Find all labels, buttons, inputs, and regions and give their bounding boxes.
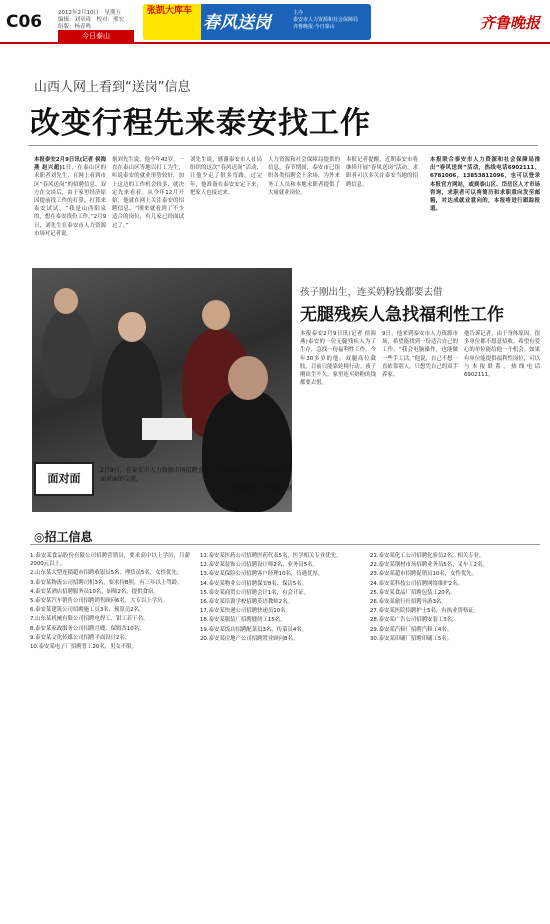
banner-sponsors	[293, 10, 369, 31]
banner-sub-2: 泰安市人力资源和社会保障局	[293, 17, 359, 23]
article-column-4	[268, 156, 340, 262]
article-body-2: 据刘先生说，他今年42岁，一直在泰山区等地以打工为生，听说泰安的就业形势较好，加上这边的工作机会较多，就决定先来看看。从今年12月开始，他就在网上关注泰安的招聘信息。“刚来就看到了不少适合的岗位，有几家已经面试过了。”	[112, 157, 184, 229]
job-listing: 8.泰安某家政服务公司招聘月嫂、保姆各10名。	[30, 625, 145, 632]
photo-caption	[100, 466, 292, 493]
job-listing: 2.山东某大型连锁超市招聘收银员5名、理货员5名，女性优先。	[30, 570, 183, 577]
jobs-column-1	[30, 552, 190, 912]
divider	[28, 145, 538, 146]
job-listing: 9.泰安某文化传媒公司招聘平面设计2名。	[30, 634, 131, 641]
divider	[30, 544, 540, 545]
job-listing: 11.泰安某医药公司招聘医药代表5名，医学相关专业优先。	[200, 553, 342, 559]
sub-article-column-1	[300, 330, 376, 515]
photo-figure	[202, 388, 292, 512]
sub-article-body-2: 9日，他来到泰安市人力资源市场，希望能找到一份适合自己的工作。“我会电脑操作，也能做一些手工活。”他说，自己不想一直依靠别人，只想凭自己的双手养家。	[382, 331, 458, 379]
header-meta	[58, 10, 124, 31]
job-listing: 27.泰安某医院招聘护士5名，有执业资格证。	[370, 608, 480, 615]
article-lead: 本报泰安2月9日讯(记者 侯海燕 赵兴超)	[34, 157, 106, 172]
job-listing: 28.泰安某广告公司招聘安装工3名。	[370, 617, 458, 624]
job-listing: 6.泰安某建筑公司招聘施工员3名、预算员2名。	[30, 607, 145, 614]
job-listing: 15.泰安某商贸公司招聘会计1名，有会计证。	[200, 589, 310, 596]
article-body-4: 人力资源和社会保障局提供的信息，春节期间，泰安市已组织各类招聘会十余场，为外来务工人员和本地求职者提供了大量就业岗位。	[268, 157, 340, 196]
article-body-3: 刘先生说，感谢泰安市人社局组织的这次“春风送岗”活动，让他少走了很多弯路。过完年，他准备在泰安安定下来，把家人也接过来。	[190, 157, 262, 196]
job-listing: 4.泰安某酒店招聘服务员10名，厨师2名，提供食宿。	[30, 588, 159, 595]
date-line: 2012年2月10日 星期五	[58, 10, 121, 16]
job-listing: 18.泰安某服装厂招聘缝纫工15名。	[200, 617, 286, 624]
job-listing: 16.泰安某培训学校招聘英语教师2名。	[200, 599, 293, 606]
article-column-1	[34, 156, 106, 262]
banner-title: 春风送岗	[203, 13, 271, 33]
job-listing: 21.泰安某化工公司招聘化验员2名，相关专业。	[370, 553, 485, 559]
article-body-5: 本报记者提醒，近期泰安市将继续开展“春风送岗”活动，求职者可以多关注泰安当地的招聘信息。	[346, 157, 418, 188]
job-listing: 23.泰安某超市招聘促销员10名，女性优先。	[370, 571, 478, 578]
sub-article-body-1: 本报泰安2月9日讯(记者 侯海燕)泰安的一位无腿残疾人为了生存，急找一份福利性工作。今年30多岁的他，双腿高位截肢，目前只能靠轮椅行动。孩子刚出生不久，家里连买奶粉的钱都要去借。	[300, 331, 376, 387]
article-body-1: 1日，在泰山区的求职者刘先生，在网上看到市区“春风送岗”的招聘信息，双方在交谈后，由于家里经济原因提前找工作的打算，打算来泰安试试。“我是山西阳泉的，想在泰安找份工作，”2月9日，刘先生在泰安市人力资源市场对记者说。	[34, 165, 106, 237]
page-header	[0, 0, 550, 44]
banner-sub-1: 主办	[293, 10, 304, 16]
job-listing: 26.泰安某旅行社招聘导游3名。	[370, 599, 447, 606]
section-tab: 今日泰山	[58, 30, 134, 42]
photo-figure	[102, 338, 162, 458]
designer-line: 组版：杨春鸣	[58, 24, 92, 30]
article-column-6	[430, 156, 540, 262]
banner-sub-3: 齐鲁晚报·今日泰山	[293, 24, 335, 30]
sub-article-column-3	[464, 330, 540, 515]
photo-credit: 本报记者 赵兴超 摄	[231, 485, 292, 492]
job-listing: 29.泰安某汽修厂招聘汽修工4名。	[370, 626, 453, 633]
job-listing: 5.泰安某汽车销售公司招聘销售顾问6名，大专以上学历。	[30, 598, 168, 605]
photo-caption-text: 2月9日，在泰安市人力资源市场招聘会上，不少求职者和用人单位进行面对面的交流。	[100, 467, 288, 483]
job-listing: 20.泰安某房地产公司招聘置业顾问8名。	[200, 635, 299, 642]
article-kicker: 山西人网上看到“送岗”信息	[34, 80, 191, 95]
photo-figure	[202, 300, 230, 330]
job-listing: 12.泰安某装饰公司招聘设计师2名、业务员5名。	[200, 562, 318, 569]
job-listing: 19.泰安某饭店招聘配菜员3名、传菜员4名。	[200, 626, 308, 633]
banner-brand: 张凯大库车	[147, 6, 193, 16]
photo-paper	[142, 418, 192, 440]
job-listing: 22.泰安某钢材市场招聘业务员5名、叉车工2名。	[370, 562, 488, 569]
article-column-5	[346, 156, 418, 262]
article-body-6: 本报联合泰安市人力资源和社会保障局推出“春风送岗”活动，热线电话6902111、6781006，13853811096，也可以登录本报官方网站，或到泰山区、岱岳区人才市场咨询，求职者可以将简历和求职意向发至邮箱，对达成就业意向的，本报将进行跟踪报道。	[430, 157, 540, 213]
promo-banner	[143, 4, 371, 40]
job-listing: 3.泰安某物流公司招聘司机3名，要求持B照，有三年以上驾龄。	[30, 579, 183, 586]
article-column-3	[190, 156, 262, 262]
job-listing: 25.泰安某食品厂招聘包装工20名。	[370, 589, 456, 596]
article-column-2	[112, 156, 184, 262]
jobs-column-2	[200, 552, 360, 912]
photo-figure	[118, 312, 146, 342]
job-listing: 1.泰安某食品股份有限公司招聘营销员，要求高中以上学历，月薪2000元以上。	[30, 553, 190, 568]
article-headline: 改变行程先来泰安找工作	[30, 106, 371, 141]
sub-article-body-3: 他告诉记者，由于身体原因，很多单位都不愿意招收。希望有爱心的单位能给他一个机会。如果有单位能提供福利性岗位，可以与本报联系，热线电话6902111。	[464, 331, 540, 379]
job-listing: 13.泰安某保险公司招聘客户经理10名，待遇优厚。	[200, 571, 324, 578]
banner-brand-panel	[143, 4, 201, 40]
photo-label: 面对面	[34, 462, 94, 496]
sub-article-headline: 无腿残疾人急找福利性工作	[300, 305, 504, 325]
sub-article-kicker: 孩子刚出生，连买奶粉钱都要去借	[300, 287, 443, 298]
job-listing: 17.泰安某快递公司招聘快递员10名。	[200, 608, 291, 615]
page-number: C06	[6, 12, 43, 32]
job-listing: 24.泰安某科技公司招聘网络维护2名。	[370, 580, 463, 587]
jobs-column-3	[370, 552, 540, 912]
job-listing: 30.泰安某印刷厂招聘印刷工5名。	[370, 635, 453, 642]
job-listing: 7.山东某机械有限公司招聘电焊工、钳工若干名。	[30, 616, 149, 623]
masthead-logo: 齐鲁晚报	[479, 14, 540, 32]
photo-figure	[54, 288, 78, 314]
photo-figure	[228, 356, 268, 400]
editor-line: 编辑：刘章琦 校对：邢宏	[58, 17, 125, 23]
jobs-section-title: ◎招工信息	[34, 530, 93, 544]
job-listing: 10.泰安某电子厂招聘普工20名，男女不限。	[30, 644, 138, 651]
photo-figure	[42, 308, 92, 398]
sub-article-column-2	[382, 330, 458, 515]
job-listing: 14.泰安某物业公司招聘保安8名、保洁5名。	[200, 580, 308, 587]
